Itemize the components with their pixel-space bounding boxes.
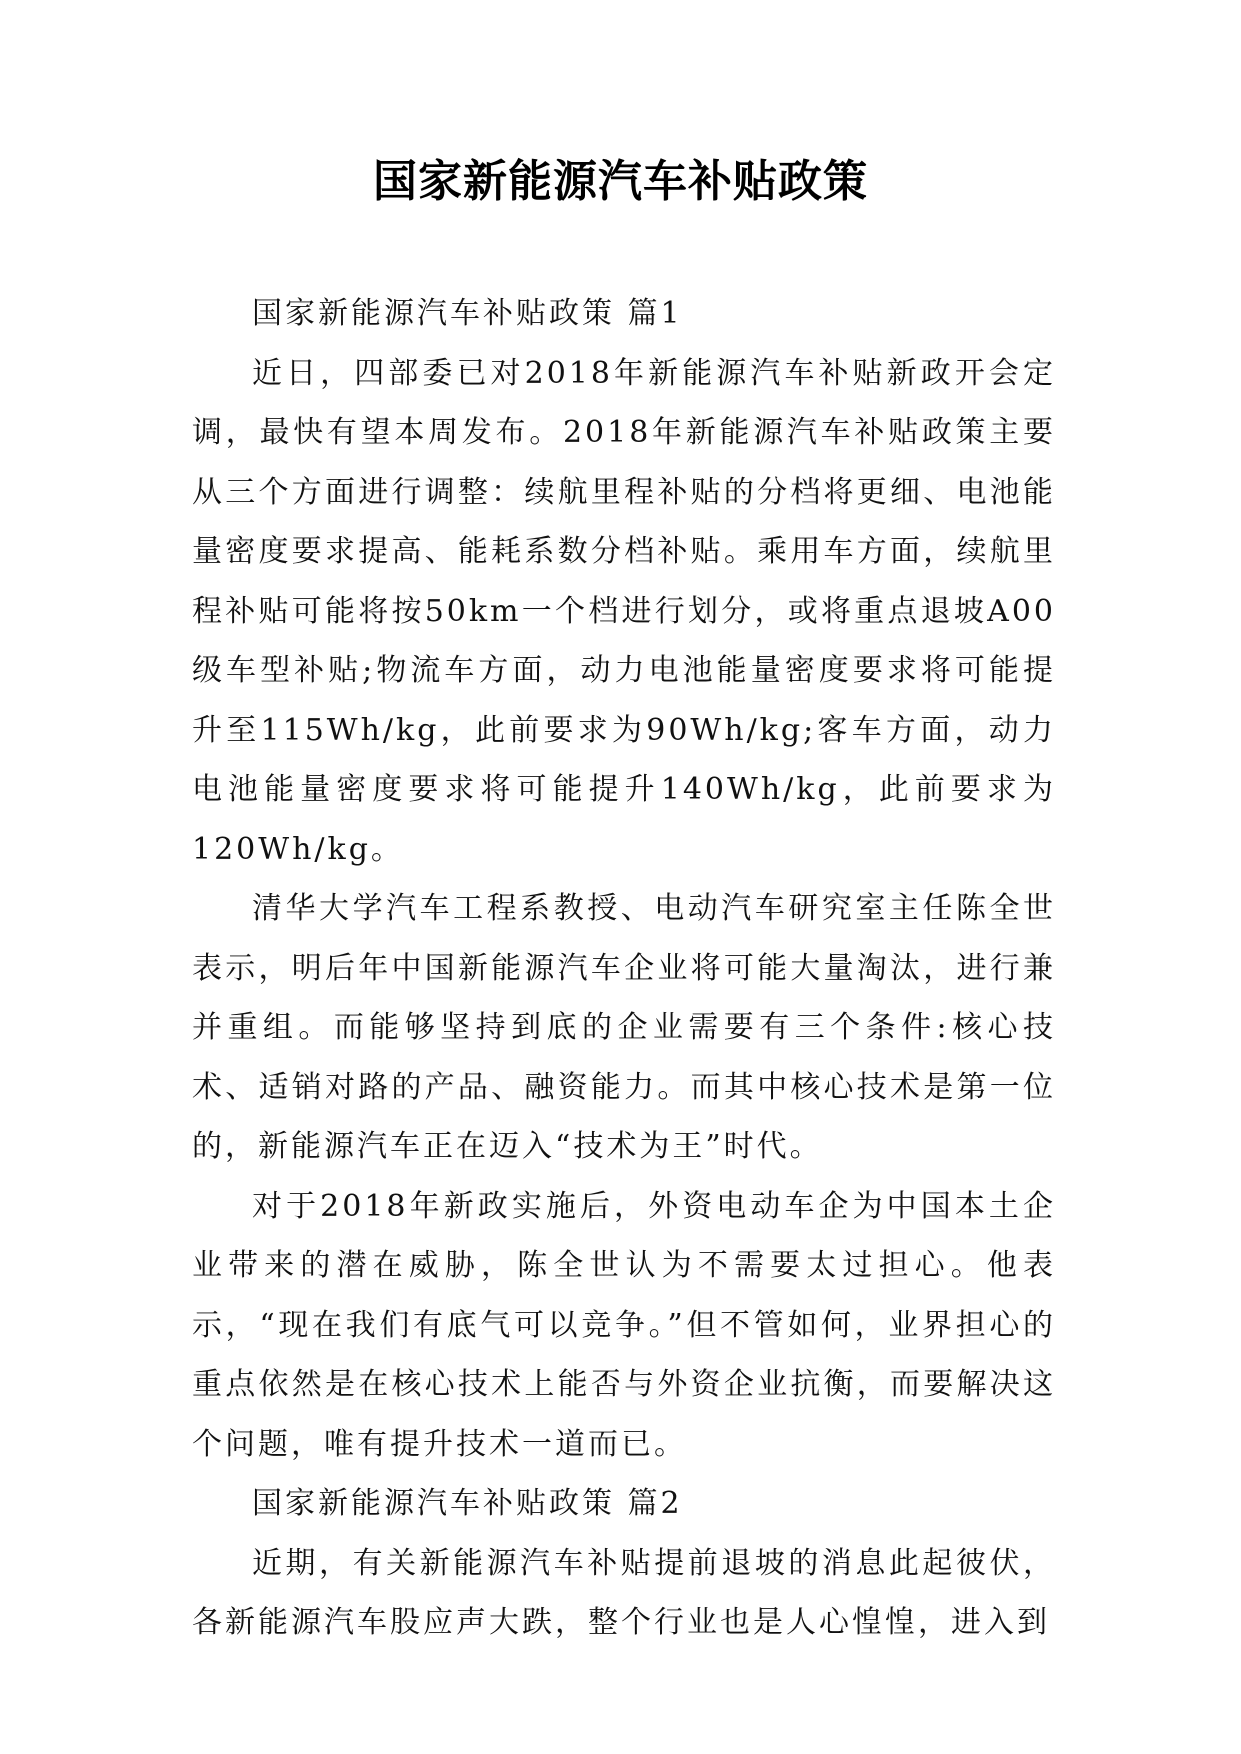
document-body: [192, 284, 1056, 1653]
paragraph-4: 近期，有关新能源汽车补贴提前退坡的消息此起彼伏，各新能源汽车股应声大跌，整个行业也是人心惶惶，进入到: [192, 1545, 1056, 1640]
paragraph-2: 清华大学汽车工程系教授、电动汽车研究室主任陈全世表示，明后年中国新能源汽车企业将可能大量淘汰，进行兼并重组。而能够坚持到底的企业需要有三个条件:核心技术、适销对路的产品、融资能力。而其中核心技术是第一位的，新能源汽车正在迈入“技术为王”时代。: [192, 891, 1056, 1164]
section-heading-1: 国家新能源汽车补贴政策 篇1: [252, 296, 683, 331]
document-title: 国家新能源汽车补贴政策: [373, 156, 868, 207]
paragraph-3: 对于2018年新政实施后，外资电动车企为中国本土企业带来的潜在威胁，陈全世认为不需要太过担心。他表示，“现在我们有底气可以竞争。”但不管如何，业界担心的重点依然是在核心技术上能否与外资企业抗衡，而要解决这个问题，唯有提升技术一道而已。: [192, 1188, 1056, 1462]
paragraph-1: 近日，四部委已对2018年新能源汽车补贴新政开会定调，最快有望本周发布。2018年新能源汽车补贴政策主要从三个方面进行调整：续航里程补贴的分档将更细、电池能量密度要求提高、能耗系数分档补贴。乘用车方面，续航里程补贴可能将按50km一个档进行划分，或将重点退坡A00级车型补贴;物流车方面，动力电池能量密度要求将可能提升至115Wh/kg，此前要求为90Wh/kg;客车方面，动力电池能量密度要求将可能提升140Wh/kg，此前要求为120Wh/kg。: [192, 355, 1056, 867]
section-heading-2: 国家新能源汽车补贴政策 篇2: [252, 1486, 683, 1521]
